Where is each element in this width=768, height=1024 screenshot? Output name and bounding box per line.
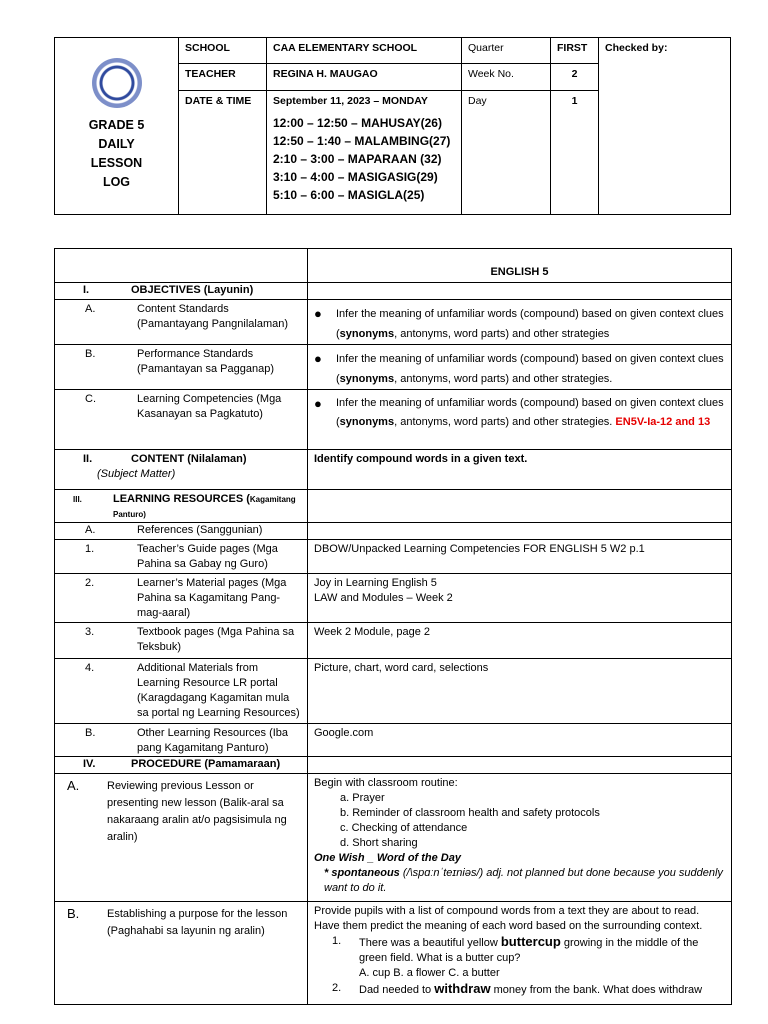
deped-seal-logo [92,58,142,108]
day-label: Day [462,91,551,215]
performance-standards-label: B. Performance Standards (Pamantayan sa Pagganap) [55,345,308,390]
week-label: Week No. [462,64,551,91]
purpose-intro: Provide pupils with a list of compound words from a text they are about to read. Have them predict the meaning of each word based on the surrounding context. [314,905,703,932]
schedule-item: 12:50 – 1:40 – MALAMBING(27) [273,134,451,148]
content-value: Identify compound words in a given text. [308,450,732,490]
week-value: 2 [551,64,599,91]
date-cell [267,91,462,215]
content-standards-label: A. Content Standards (Pamantayang Pangnilalaman) [55,300,308,345]
olr-label: B. Other Learning Resources (Iba pang Kagamitang Panturo) [55,724,308,757]
question-item: 1. There was a beautiful yellow buttercup growing in the middle of the green field. What is a butter cup? A. cup B. a flower C. a butter [332,934,699,979]
lesson-table [54,248,732,1005]
question-item: 2. Dad needed to withdraw money from the bank. What does withdraw [332,981,703,996]
content-standards-value: ● Infer the meaning of unfamiliar words (compound) based on given context clues (synonyms, antonyms, word parts) and other strategies [308,300,732,345]
tb-label: 3. Textbook pages (Mga Pahina sa Teksbuk) [55,623,308,659]
header-table [54,37,731,215]
quarter-value: FIRST [551,38,599,64]
purpose-value [308,902,732,1005]
routine-item: a. Prayer [340,792,385,804]
routine-item: c. Checking of attendance [340,822,468,834]
tg-value: DBOW/Unpacked Learning Competencies FOR ENGLISH 5 W2 p.1 [308,540,732,574]
schedule-item: 3:10 – 4:00 – MASIGASIG(29) [273,170,438,184]
tg-label: 1. Teacher’s Guide pages (Mga Pahina sa Gabay ng Guro) [55,540,308,574]
competencies-label: C. Learning Competencies (Mga Kasanayan sa Pagkatuto) [55,390,308,450]
content-label: II. CONTENT (Nilalaman) (Subject Matter) [55,450,308,490]
word-of-the-day: * spontaneous (/\spɑːnˈteɪniəs/) adj. not planned but done because you suddenly want to do it. [324,867,723,894]
tb-value: Week 2 Module, page 2 [308,623,732,659]
teacher-label: TEACHER [179,64,267,91]
objectives-heading: I. OBJECTIVES (Layunin) [55,283,308,300]
competency-code: EN5V-Ia-12 and 13 [615,416,711,428]
lm-value-1: Joy in Learning English 5 [314,577,437,589]
schedule-item: 12:00 – 12:50 – MAHUSAY(26) [273,116,442,130]
date-value: September 11, 2023 – MONDAY [273,95,428,107]
procedure-heading: IV. PROCEDURE (Pamamaraan) [55,757,308,774]
review-value [308,774,732,902]
lm-value-2: LAW and Modules – Week 2 [314,592,453,604]
schedule-item: 5:10 – 6:00 – MASIGLA(25) [273,188,425,202]
day-value: 1 [551,91,599,215]
references-label: A. References (Sanggunian) [55,523,308,540]
quarter-label: Quarter [462,38,551,64]
school-value: CAA ELEMENTARY SCHOOL [267,38,462,64]
title-line: LESSON [90,156,143,170]
title-line: GRADE 5 [88,118,145,132]
school-label: SCHOOL [179,38,267,64]
routine-item: d. Short sharing [340,837,418,849]
title-line: DAILY [98,137,135,151]
lm-value [308,574,732,623]
review-label: A. Reviewing previous Lesson or presenting new lesson (Balik-aral sa nakaraang aralin at/o pagsisimula ng aralin) [55,774,308,902]
am-label: 4. Additional Materials from Learning Resource LR portal (Karagdagang Kagamitan mula sa portal ng Learning Resources) [55,659,308,724]
schedule-list [273,114,455,204]
title-line: LOG [102,175,131,189]
content-sub: (Subject Matter) [97,468,176,480]
blank-cell [55,249,308,283]
teacher-value: REGINA H. MAUGAO [267,64,462,91]
performance-standards-value: ● Infer the meaning of unfamiliar words (compound) based on given context clues (synonyms, antonyms, word parts) and other strategies. [308,345,732,390]
resources-heading: III. LEARNING RESOURCES (Kagamitang Panturo) [55,490,308,523]
date-label: DATE & TIME [179,91,267,215]
grade-title-cell [55,38,179,215]
lm-label: 2. Learner’s Material pages (Mga Pahina sa Kagamitang Pang-mag-aaral) [55,574,308,623]
purpose-label: B. Establishing a purpose for the lesson (Paghahabi sa layunin ng aralin) [55,902,308,1005]
routine-intro: Begin with classroom routine: [314,777,458,789]
checked-by: Checked by: [599,38,731,215]
subject-heading: ENGLISH 5 [308,249,732,283]
schedule-item: 2:10 – 3:00 – MAPARAAN (32) [273,152,442,166]
am-value: Picture, chart, word card, selections [308,659,732,724]
competencies-value: ● Infer the meaning of unfamiliar words (compound) based on given context clues (synonyms, antonyms, word parts) and other strategies. EN5V-Ia-12 and 13 [308,390,732,450]
word-of-the-day-title: One Wish _ Word of the Day [314,852,461,864]
routine-item: b. Reminder of classroom health and safety protocols [340,807,600,819]
olr-value: Google.com [308,724,732,757]
